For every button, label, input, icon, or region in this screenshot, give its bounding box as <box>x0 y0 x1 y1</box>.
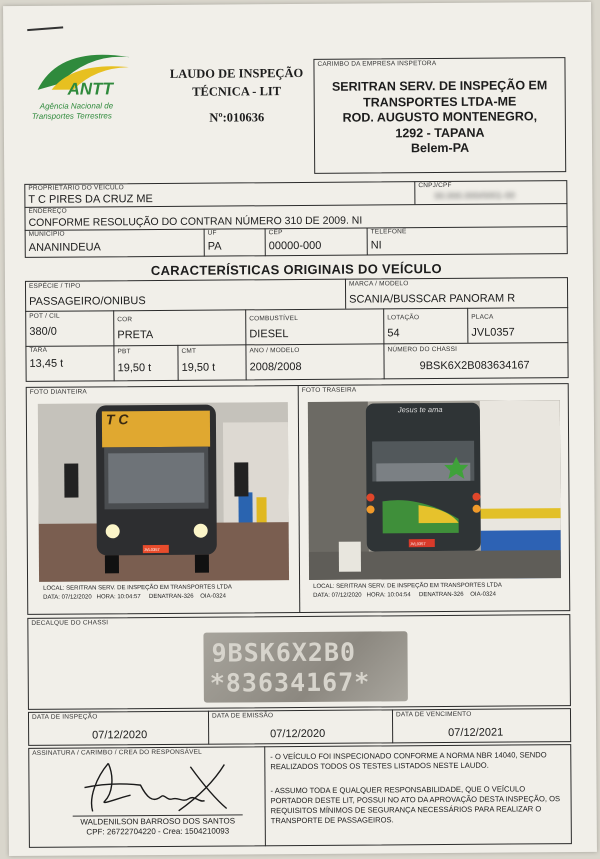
stamp-line: TRANSPORTES LTDA-ME <box>363 93 517 110</box>
owner-label: PROPRIETÁRIO DO VEÍCULO <box>28 184 124 192</box>
cmt-value: 19,50 t <box>181 361 216 374</box>
decal-label: DECALQUE DO CHASSI <box>31 619 109 627</box>
issue-date-value: 07/12/2020 <box>270 727 326 741</box>
inspection-document <box>3 2 597 856</box>
agency-name-line2: Transportes Terrestres <box>31 111 112 121</box>
tara-value: 13,45 t <box>29 357 64 370</box>
chassis-decal <box>203 631 407 702</box>
stamp-line: Belem-PA <box>410 140 470 156</box>
cnpj-label: CNPJ/CPF <box>418 181 452 190</box>
pot-label: POT / CIL <box>29 312 60 320</box>
year-value: 2008/2008 <box>249 360 302 374</box>
city-label: MUNICÍPIO <box>28 230 65 238</box>
decal-line1: 9BSK6X2B0 <box>211 637 357 668</box>
front-bus-image <box>38 402 289 582</box>
stamp-line: 1292 - TAPANA <box>395 125 485 140</box>
color-label: COR <box>117 316 133 324</box>
rear-bus-image <box>308 400 561 580</box>
front-photo-caption-1: LOCAL: SERITRAN SERV. DE INSPEÇÃO EM TRANSPORTES LTDA <box>43 584 232 592</box>
issue-date-label: DATA DE EMISSÃO <box>211 712 274 720</box>
signature-label: ASSINATURA / CARIMBO / CREA DO RESPONSÁVEL <box>32 748 203 757</box>
decal-line2: *83634167* <box>209 667 371 698</box>
inspection-date-value: 07/12/2020 <box>92 729 148 742</box>
expiry-date-value: 07/12/2021 <box>448 726 504 739</box>
inspection-date-label: DATA DE INSPEÇÃO <box>31 713 98 721</box>
chassis-label: NÚMERO DO CHASSI <box>387 345 458 354</box>
cmt-label: CMT <box>181 347 197 355</box>
expiry-date-label: DATA DE VENCIMENTO <box>395 710 472 719</box>
stamp-line: SERITRAN SERV. DE INSPEÇÃO EM <box>331 78 548 94</box>
antt-logo <box>29 43 140 130</box>
document-title-line1: LAUDO DE INSPEÇÃO <box>169 65 304 81</box>
owner-value: T C PIRES DA CRUZ ME <box>28 193 153 206</box>
cep-value: 00000-000 <box>268 239 322 253</box>
pbt-label: PBT <box>117 348 131 356</box>
phone-value: NI <box>370 239 382 252</box>
front-plate: JVL0357 <box>143 546 160 553</box>
signer-cpf-crea: CPF: 26722704220 - Crea: 1504210093 <box>86 826 230 837</box>
rear-photo-caption-1: LOCAL: SERITRAN SERV. DE INSPEÇÃO EM TRANSPORTES LTDA <box>313 582 502 590</box>
pen-mark <box>27 26 63 31</box>
front-photo-caption-2: DATA: 07/12/2020 HORA: 10:04:57 DENATRAN-326 OIA-0324 <box>43 593 226 601</box>
seats-value: 54 <box>387 327 400 340</box>
antt-logo-text: ANTT <box>67 79 114 99</box>
brand-value: SCANIA/BUSSCAR PANORAM R <box>349 292 516 306</box>
phone-label: TELEFONE <box>370 228 407 236</box>
pbt-value: 19,50 t <box>117 362 152 375</box>
pot-value: 380/0 <box>29 325 57 338</box>
city-value: ANANINDEUA <box>28 241 101 254</box>
stamp-text <box>314 78 567 157</box>
handwritten-signature <box>74 756 254 817</box>
tara-label: TARA <box>29 346 48 354</box>
document-title-line2: TÉCNICA - LIT <box>192 84 282 99</box>
species-label: ESPÉCIE / TIPO <box>28 282 81 290</box>
fuel-value: DIESEL <box>249 328 289 341</box>
vehicle-section-title: CARACTERÍSTICAS ORIGINAIS DO VEÍCULO <box>150 261 442 279</box>
color-value: PRETA <box>117 329 154 342</box>
signer-name: WALDENILSON BARROSO DOS SANTOS <box>80 816 236 827</box>
plate-value: JVL0357 <box>471 326 515 339</box>
note-1: - O VEÍCULO FOI INSPECIONADO CONFORME A NORMA NBR 14040, SENDO REALIZADOS TODOS OS TESTES LISTADOS NESTE LAUDO. <box>270 750 547 772</box>
plate-label: PLACA <box>471 313 494 321</box>
uf-label: UF <box>207 229 217 237</box>
address-label: ENDEREÇO <box>28 207 67 215</box>
rear-photo-caption-2: DATA: 07/12/2020 HORA: 10:04:54 DENATRAN-326 OIA-0324 <box>313 591 496 599</box>
rear-photo-label: FOTO TRASEIRA <box>301 386 357 394</box>
agency-name-line1: Agência Nacional de <box>39 101 114 111</box>
cep-label: CEP <box>268 229 283 237</box>
rear-bus-text: Jesus te ama <box>397 405 443 415</box>
note-2: - ASSUMO TODA E QUALQUER RESPONSABILIDADE, QUE O VEÍCULO PORTADOR DESTE LIT, POSSUI NO ATO DA APROVAÇÃO DESTA INSPEÇÃO, OS REQUISITOS MÍNIMOS DE SEGURANÇA NECESSÁRIOS PARA REALIZAR O TRANSPORTE DE PASSAGEIROS. <box>270 784 561 826</box>
chassis-value: 9BSK6X2B083634167 <box>419 359 530 373</box>
seats-label: LOTAÇÃO <box>387 314 420 322</box>
rear-photo <box>308 400 561 580</box>
brand-label: MARCA / MODELO <box>348 280 409 288</box>
uf-value: PA <box>207 240 222 253</box>
fuel-label: COMBUSTÍVEL <box>249 315 299 323</box>
front-bus-text: T C <box>105 411 129 428</box>
cnpj-value: 00.000.000/0001-00 <box>434 190 515 202</box>
address-value: CONFORME RESOLUÇÃO DO CONTRAN NÚMERO 310 DE 2009. NI <box>28 214 363 229</box>
rear-plate: JVL0357 <box>409 541 426 547</box>
document-number: Nº:010636 <box>209 110 265 125</box>
year-label: ANO / MODELO <box>249 347 300 355</box>
front-photo <box>38 402 289 582</box>
species-value: PASSAGEIRO/ONIBUS <box>29 295 146 308</box>
stamp-label: CARIMBO DA EMPRESA INSPETORA <box>317 60 437 68</box>
front-photo-label: FOTO DIANTEIRA <box>29 388 87 396</box>
stamp-line: ROD. AUGUSTO MONTENEGRO, <box>342 109 538 125</box>
